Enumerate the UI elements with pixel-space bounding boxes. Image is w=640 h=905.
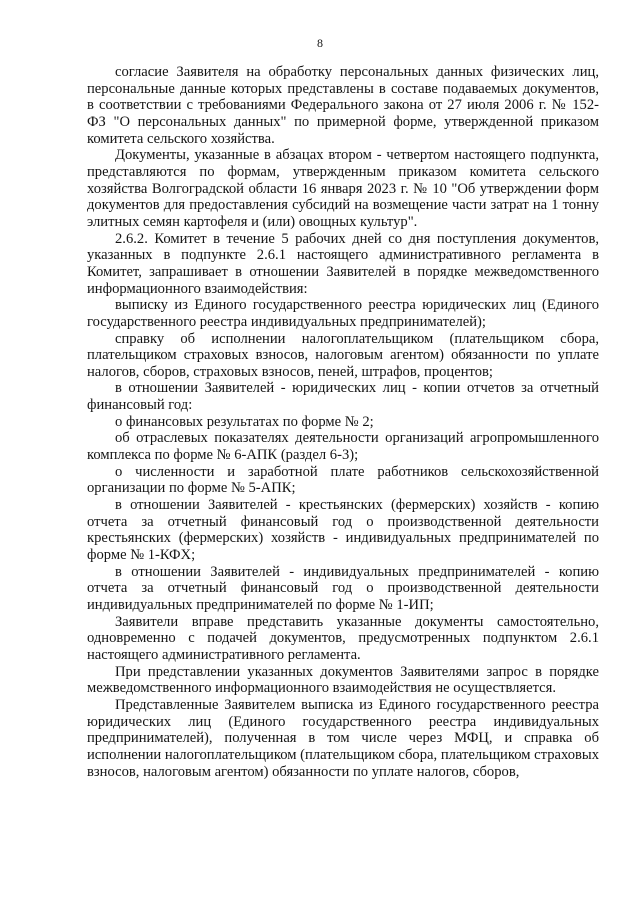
paragraph-forms: Документы, указанные в абзацах втором - четвертом настоящего подпункта, представляются по формам, утвержденным приказом комитета сельского хозяйства Волгоградской области 16 января 2023 г. № 10 "Об утверждении форм документов для предоставления субсидий на возмещение части затрат на 1 тонну элитных семян картофеля и (или) овощных культур". <box>87 147 599 230</box>
page-number: 8 <box>317 36 323 50</box>
document-body <box>87 64 599 780</box>
paragraph-tax-certificate: справку об исполнении налогоплательщиком (плательщиком сбора, плательщиком страховых взносов, налоговым агентом) обязанности по уплате налогов, сборов, страховых взносов, пеней, штрафов, процентов; <box>87 330 599 380</box>
paragraph-self-submission: Заявители вправе представить указанные документы самостоятельно, одновременно с подачей документов, предусмотренных подпунктом 2.6.1 настоящего административного регламента. <box>87 613 599 663</box>
paragraph-no-request: При представлении указанных документов Заявителями запрос в порядке межведомственного информационного взаимодействия не осуществляется. <box>87 663 599 697</box>
paragraph-form-1-kfh: в отношении Заявителей - крестьянских (фермерских) хозяйств - копию отчета за отчетный финансовый год о производственной деятельности крестьянских (фермерских) хозяйств - индивидуальных предпринимателей по форме № 1-КФХ; <box>87 497 599 564</box>
paragraph-form-5-apk: о численности и заработной плате работников сельскохозяйственной организации по форме № 5-АПК; <box>87 463 599 497</box>
paragraph-legal-entities: в отношении Заявителей - юридических лиц - копии отчетов за отчетный финансовый год: <box>87 380 599 414</box>
paragraph-form-2: о финансовых результатах по форме № 2; <box>115 413 374 430</box>
paragraph-egrul-extract: выписку из Единого государственного реестра юридических лиц (Единого государственного реестра индивидуальных предпринимателей); <box>87 297 599 330</box>
paragraph-form-1-ip: в отношении Заявителей - индивидуальных предпринимателей - копию отчета за отчетный финансовый год о производственной деятельности индивидуальных предпринимателей по форме № 1-ИП; <box>87 563 599 613</box>
paragraph-2-6-2: 2.6.2. Комитет в течение 5 рабочих дней со дня поступления документов, указанных в подпункте 2.6.1 настоящего административного регламента в Комитет, запрашивает в отношении Заявителей в порядке межведомственного информационного взаимодействия: <box>87 230 599 297</box>
paragraph-submitted-extract: Представленные Заявителем выписка из Единого государственного реестра юридических лиц (Единого государственного реестра индивидуальных предпринимателей), полученная в том числе через МФЦ, и справка об исполнении налогоплательщиком (плательщиком сбора, плательщиком страховых взносов, налоговым агентом) обязанности по уплате налогов, сборов, <box>87 696 599 780</box>
paragraph-form-6-apk: об отраслевых показателях деятельности организаций агропромышленного комплекса по форме № 6-АПК (раздел 6-3); <box>87 430 599 464</box>
paragraph-consent: согласие Заявителя на обработку персональных данных физических лиц, персональные данные которых представлены в составе подаваемых документов, в соответствии с требованиями Федерального закона от 27 июля 2006 г. № 152-ФЗ "О персональных данных" по примерной форме, утвержденной приказом комитета сельского хозяйства. <box>87 64 599 147</box>
